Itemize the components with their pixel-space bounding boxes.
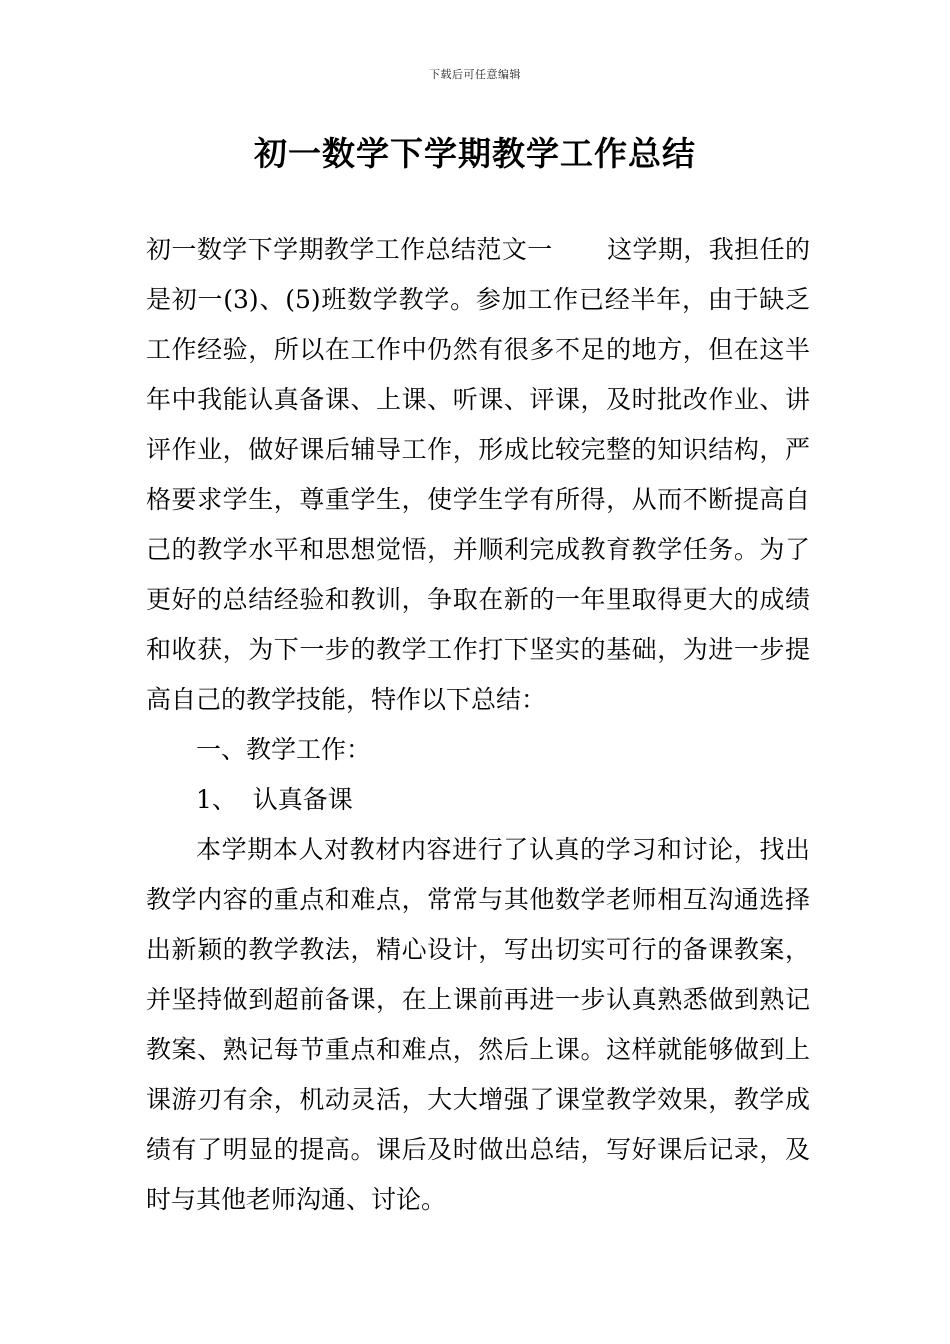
body-paragraph: 本学期本人对教材内容进行了认真的学习和讨论，找出教学内容的重点和难点，常常与其他数学老师相互沟通选择出新颖的教学教法，精心设计，写出切实可行的备课教案，并坚持做到超前备课，在上课前再进一步认真熟悉做到熟记教案、熟记每节重点和难点，然后上课。这样就能够做到上课游刃有余，机动灵活，大大增强了课堂教学效果，教学成绩有了明显的提高。课后及时做出总结，写好课后记录，及时与其他老师沟通、讨论。	[146, 835, 810, 1214]
header-note: 下载后可任意编辑	[429, 68, 521, 81]
section-heading: 一、教学工作：	[196, 735, 372, 764]
document-title: 初一数学下学期教学工作总结	[254, 134, 696, 173]
intro-paragraph	[146, 225, 810, 725]
intro-text: 这学期，我担任的是初一(3)、(5)班数学教学。参加工作已经半年，由于缺乏工作经验，所以在工作中仍然有很多不足的地方，但在这半年中我能认真备课、上课、听课、评课，及时批改作业、讲评作业，做好课后辅导工作，形成比较完整的知识结构，严格要求学生，尊重学生，使学生学有所得，从而不断提高自己的教学水平和思想觉悟，并顺利完成教育教学任务。为了更好的总结经验和教训，争取在新的一年里取得更大的成绩和收获，为下一步的教学工作打下坚实的基础，为进一步提高自己的教学技能，特作以下总结：	[146, 235, 810, 714]
intro-label: 初一数学下学期教学工作总结范文一	[146, 235, 553, 264]
subsection-heading: 1、 认真备课	[196, 785, 353, 814]
document-body	[146, 225, 810, 1225]
